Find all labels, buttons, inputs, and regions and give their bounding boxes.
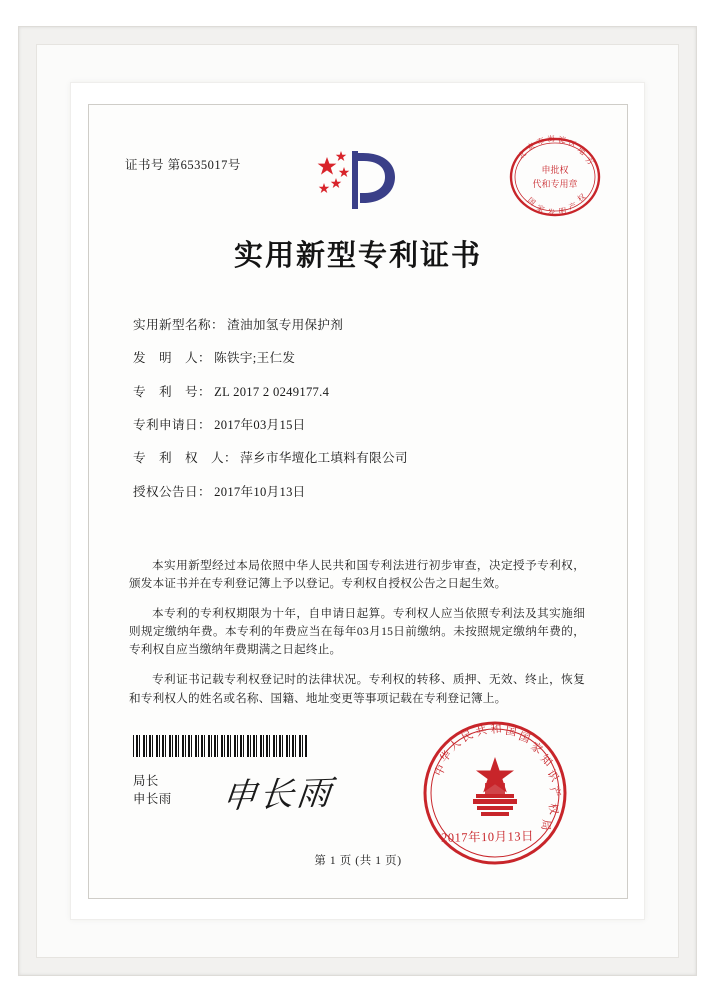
signature-block: [133, 773, 172, 809]
field-row-inventor: [133, 350, 583, 366]
page-title: 实用新型专利证书: [233, 238, 482, 272]
field-row-name: [133, 317, 583, 333]
svg-text:淀: 淀: [557, 135, 567, 145]
paragraph-2: 本专利的专利权期限为十年，自申请日起算。专利权人应当依照专利法及其实施细则规定缴纳年费。本专利的年费应当在每年03月15日前缴纳。未按照规定缴纳年费的，专利权自应当缴纳年费期满之日起终止。: [129, 606, 585, 657]
svg-text:民: 民: [459, 728, 476, 745]
certificate-page: [88, 104, 628, 899]
barcode: [133, 735, 308, 757]
svg-text:知: 知: [537, 751, 555, 769]
field-value: ZL 2017 2 0249177.4: [214, 384, 330, 399]
svg-text:明: 明: [558, 206, 567, 216]
field-list: [133, 317, 583, 517]
field-value: 陈铁宇;王仁发: [214, 351, 296, 366]
field-label: 授权公告日：: [133, 484, 211, 499]
field-label: 专 利 权 人：: [133, 451, 237, 466]
svg-text:市: 市: [535, 135, 546, 147]
director-name-label: 申长雨: [133, 791, 172, 806]
approval-stamp-seal: [507, 129, 603, 225]
svg-text:京: 京: [525, 141, 537, 153]
svg-text:识: 识: [544, 767, 562, 784]
field-value: 2017年03月15日: [214, 418, 306, 433]
director-title-label: 局长: [133, 774, 159, 788]
svg-text:产: 产: [567, 200, 578, 212]
field-row-grant-date: [133, 484, 583, 500]
paragraph-3: 专利证书记载专利权登记时的法律状况。专利权的转移、质押、无效、终止，恢复和专利权人的姓名或名称、国籍、地址变更等事项记载在专利登记簿上。: [129, 673, 585, 705]
svg-text:国: 国: [504, 724, 518, 739]
field-row-patent-number: [133, 384, 583, 400]
svg-text:人: 人: [446, 736, 464, 754]
svg-text:地: 地: [575, 145, 588, 157]
svg-text:家: 家: [528, 739, 545, 757]
field-row-patentee: [133, 450, 583, 466]
field-value: 2017年10月13日: [214, 484, 306, 499]
svg-text:华: 华: [437, 748, 455, 765]
field-label: 专 利 号：: [133, 384, 211, 399]
seal-date: 2017年10月13日: [440, 829, 535, 845]
field-label: 专利申请日：: [133, 418, 211, 433]
field-value: 渣油加氢专用保护剂: [227, 318, 344, 332]
svg-text:家: 家: [535, 202, 546, 215]
svg-text:发: 发: [546, 207, 556, 218]
certificate-number: 证书号 第6535017号: [125, 158, 241, 172]
svg-text:共: 共: [474, 723, 489, 739]
svg-text:权: 权: [575, 191, 588, 204]
field-label: 实用新型名称：: [133, 318, 224, 332]
page-footer: 第 1 页 (共 1 页): [314, 855, 402, 867]
svg-text:和: 和: [490, 722, 503, 736]
svg-text:方: 方: [583, 155, 596, 167]
svg-text:海: 海: [546, 133, 556, 144]
svg-text:申批权: 申批权: [541, 166, 569, 176]
svg-text:国: 国: [516, 729, 532, 746]
svg-text:代和专用章: 代和专用章: [532, 180, 578, 190]
svg-text:北: 北: [516, 148, 528, 161]
body-text: [129, 545, 585, 712]
svg-text:区: 区: [567, 138, 578, 150]
svg-text:中: 中: [432, 762, 449, 779]
national-office-seal: [419, 717, 571, 869]
field-row-application-date: [133, 417, 583, 433]
paragraph-1: 本实用新型经过本局依照中华人民共和国专利法进行初步审查，决定授予专利权，颁发本证书并在专利登记簿上予以登记。专利权自授权公告之日起生效。: [129, 558, 585, 590]
svg-text:局: 局: [538, 818, 553, 831]
field-value: 萍乡市华壇化工填料有限公司: [240, 451, 408, 466]
handwritten-signature: 申长雨: [220, 773, 336, 817]
svg-text:产: 产: [547, 784, 564, 800]
field-label: 发 明 人：: [133, 351, 211, 366]
svg-text:权: 权: [546, 802, 561, 816]
svg-text:国: 国: [525, 195, 538, 208]
patent-office-logo-icon: [311, 147, 407, 215]
